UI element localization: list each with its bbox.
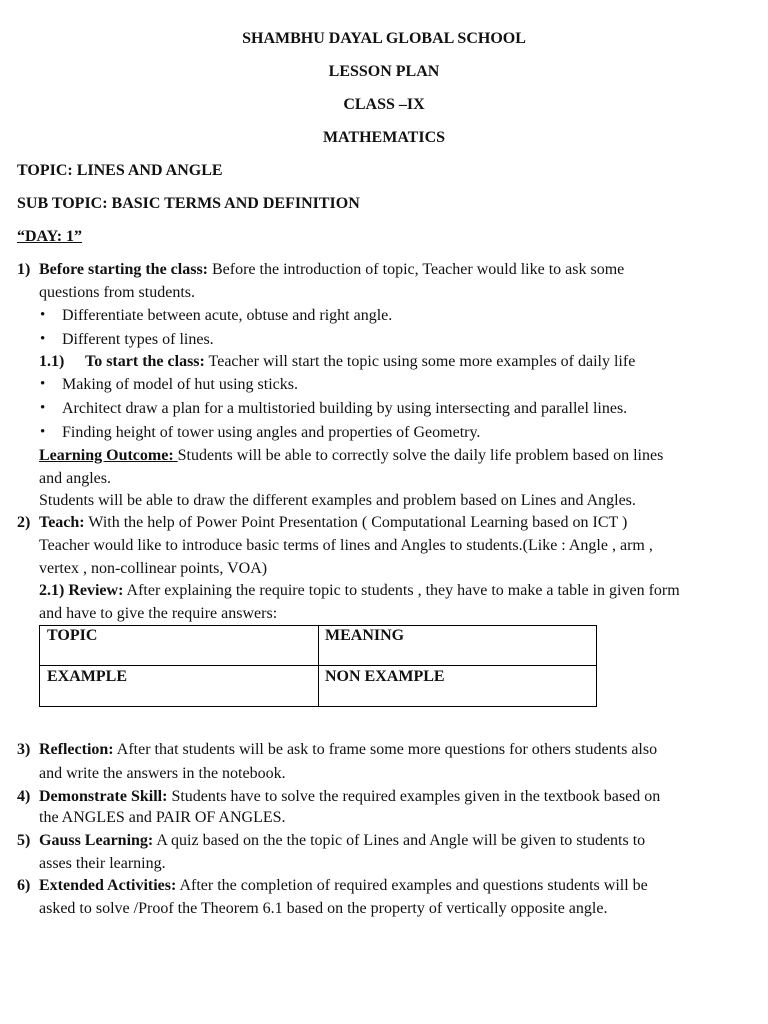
class-label: CLASS –IX: [343, 96, 425, 113]
section-1-heading: Before starting the class:: [39, 261, 208, 278]
section-2-number: 2): [17, 514, 31, 531]
section-2-1-heading: 2.1) Review:: [39, 582, 124, 599]
section-4-heading: Demonstrate Skill:: [39, 788, 168, 805]
topic-line: TOPIC: LINES AND ANGLE: [17, 162, 223, 179]
bullet-icon: •: [40, 400, 46, 416]
learning-outcome-text: Students will be able to correctly solve the daily life problem based on lines: [177, 447, 664, 464]
table-cell-meaning: MEANING: [325, 627, 405, 644]
section-1-line-1: [39, 261, 624, 279]
section-3-line-2: and write the answers in the notebook.: [39, 765, 286, 782]
bullet-icon: •: [40, 424, 46, 440]
table-divider: [318, 626, 319, 706]
section-6-line-1: [39, 877, 648, 895]
section-4-line-2: the ANGLES and PAIR OF ANGLES.: [39, 809, 286, 826]
section-3-line-1: [39, 741, 657, 759]
school-name: SHAMBHU DAYAL GLOBAL SCHOOL: [242, 30, 526, 47]
section-5-text: A quiz based on the the topic of Lines and Angle will be given to students to: [153, 832, 646, 849]
section-3-text: After that students will be ask to frame some more questions for others students also: [113, 741, 658, 758]
section-1-1-text: Teacher will start the topic using some more examples of daily life: [204, 353, 636, 370]
sub-topic-line: SUB TOPIC: BASIC TERMS AND DEFINITION: [17, 195, 360, 212]
section-2-text: With the help of Power Point Presentation ( Computational Learning based on ICT ): [84, 514, 628, 531]
section-2-1-line-2: and have to give the require answers:: [39, 605, 278, 622]
section-5-heading: Gauss Learning:: [39, 832, 154, 849]
learning-outcome-line-3: Students will be able to draw the different examples and problem based on Lines and Angles.: [39, 492, 636, 509]
section-2-line-2: Teacher would like to introduce basic terms of lines and Angles to students.(Like : Angle , arm ,: [39, 537, 653, 554]
section-2-heading: Teach:: [39, 514, 85, 531]
section-1-text: Before the introduction of topic, Teacher would like to ask some: [208, 261, 625, 278]
section-1-1-number: 1.1): [39, 353, 65, 370]
bullet-icon: •: [40, 331, 46, 347]
learning-outcome-heading: Learning Outcome:: [39, 447, 178, 464]
bullet-icon: •: [40, 307, 46, 323]
section-4-text: Students have to solve the required examples given in the textbook based on: [167, 788, 661, 805]
section-3-number: 3): [17, 741, 31, 758]
section-2-line-3: vertex , non-collinear points, VOA): [39, 560, 268, 577]
section-6-heading: Extended Activities:: [39, 877, 177, 894]
section-2-line-1: [39, 514, 627, 532]
document-type: LESSON PLAN: [328, 63, 440, 80]
review-table: [39, 625, 597, 707]
section-1-line-2: questions from students.: [39, 284, 195, 301]
table-cell-topic: TOPIC: [47, 627, 98, 644]
table-divider: [40, 665, 596, 666]
section-6-text: After the completion of required examples and questions students will be: [176, 877, 648, 894]
section-3-heading: Reflection:: [39, 741, 114, 758]
table-cell-example: EXAMPLE: [47, 668, 127, 685]
section-2-1-line-1: [39, 582, 680, 600]
bullet-icon: •: [40, 376, 46, 392]
section-5-number: 5): [17, 832, 31, 849]
section-1-1-heading: To start the class:: [85, 353, 205, 370]
section-6-line-2: asked to solve /Proof the Theorem 6.1 based on the property of vertically opposite angle.: [39, 900, 608, 917]
section-4-number: 4): [17, 788, 31, 805]
section-6-number: 6): [17, 877, 31, 894]
section-5-line-1: [39, 832, 645, 850]
section-5-line-2: asses their learning.: [39, 855, 166, 872]
learning-outcome-line-1: [39, 447, 663, 465]
section-1-number: 1): [17, 261, 31, 278]
table-cell-non-example: NON EXAMPLE: [325, 668, 445, 685]
subject-label: MATHEMATICS: [322, 129, 446, 146]
section-1-1-line: [85, 353, 635, 371]
day-label: “DAY: 1”: [17, 228, 83, 245]
section-2-1-text: After explaining the require topic to students , they have to make a table in given form: [123, 582, 680, 599]
section-4-line-1: [39, 788, 660, 806]
learning-outcome-line-2: and angles.: [39, 470, 111, 487]
